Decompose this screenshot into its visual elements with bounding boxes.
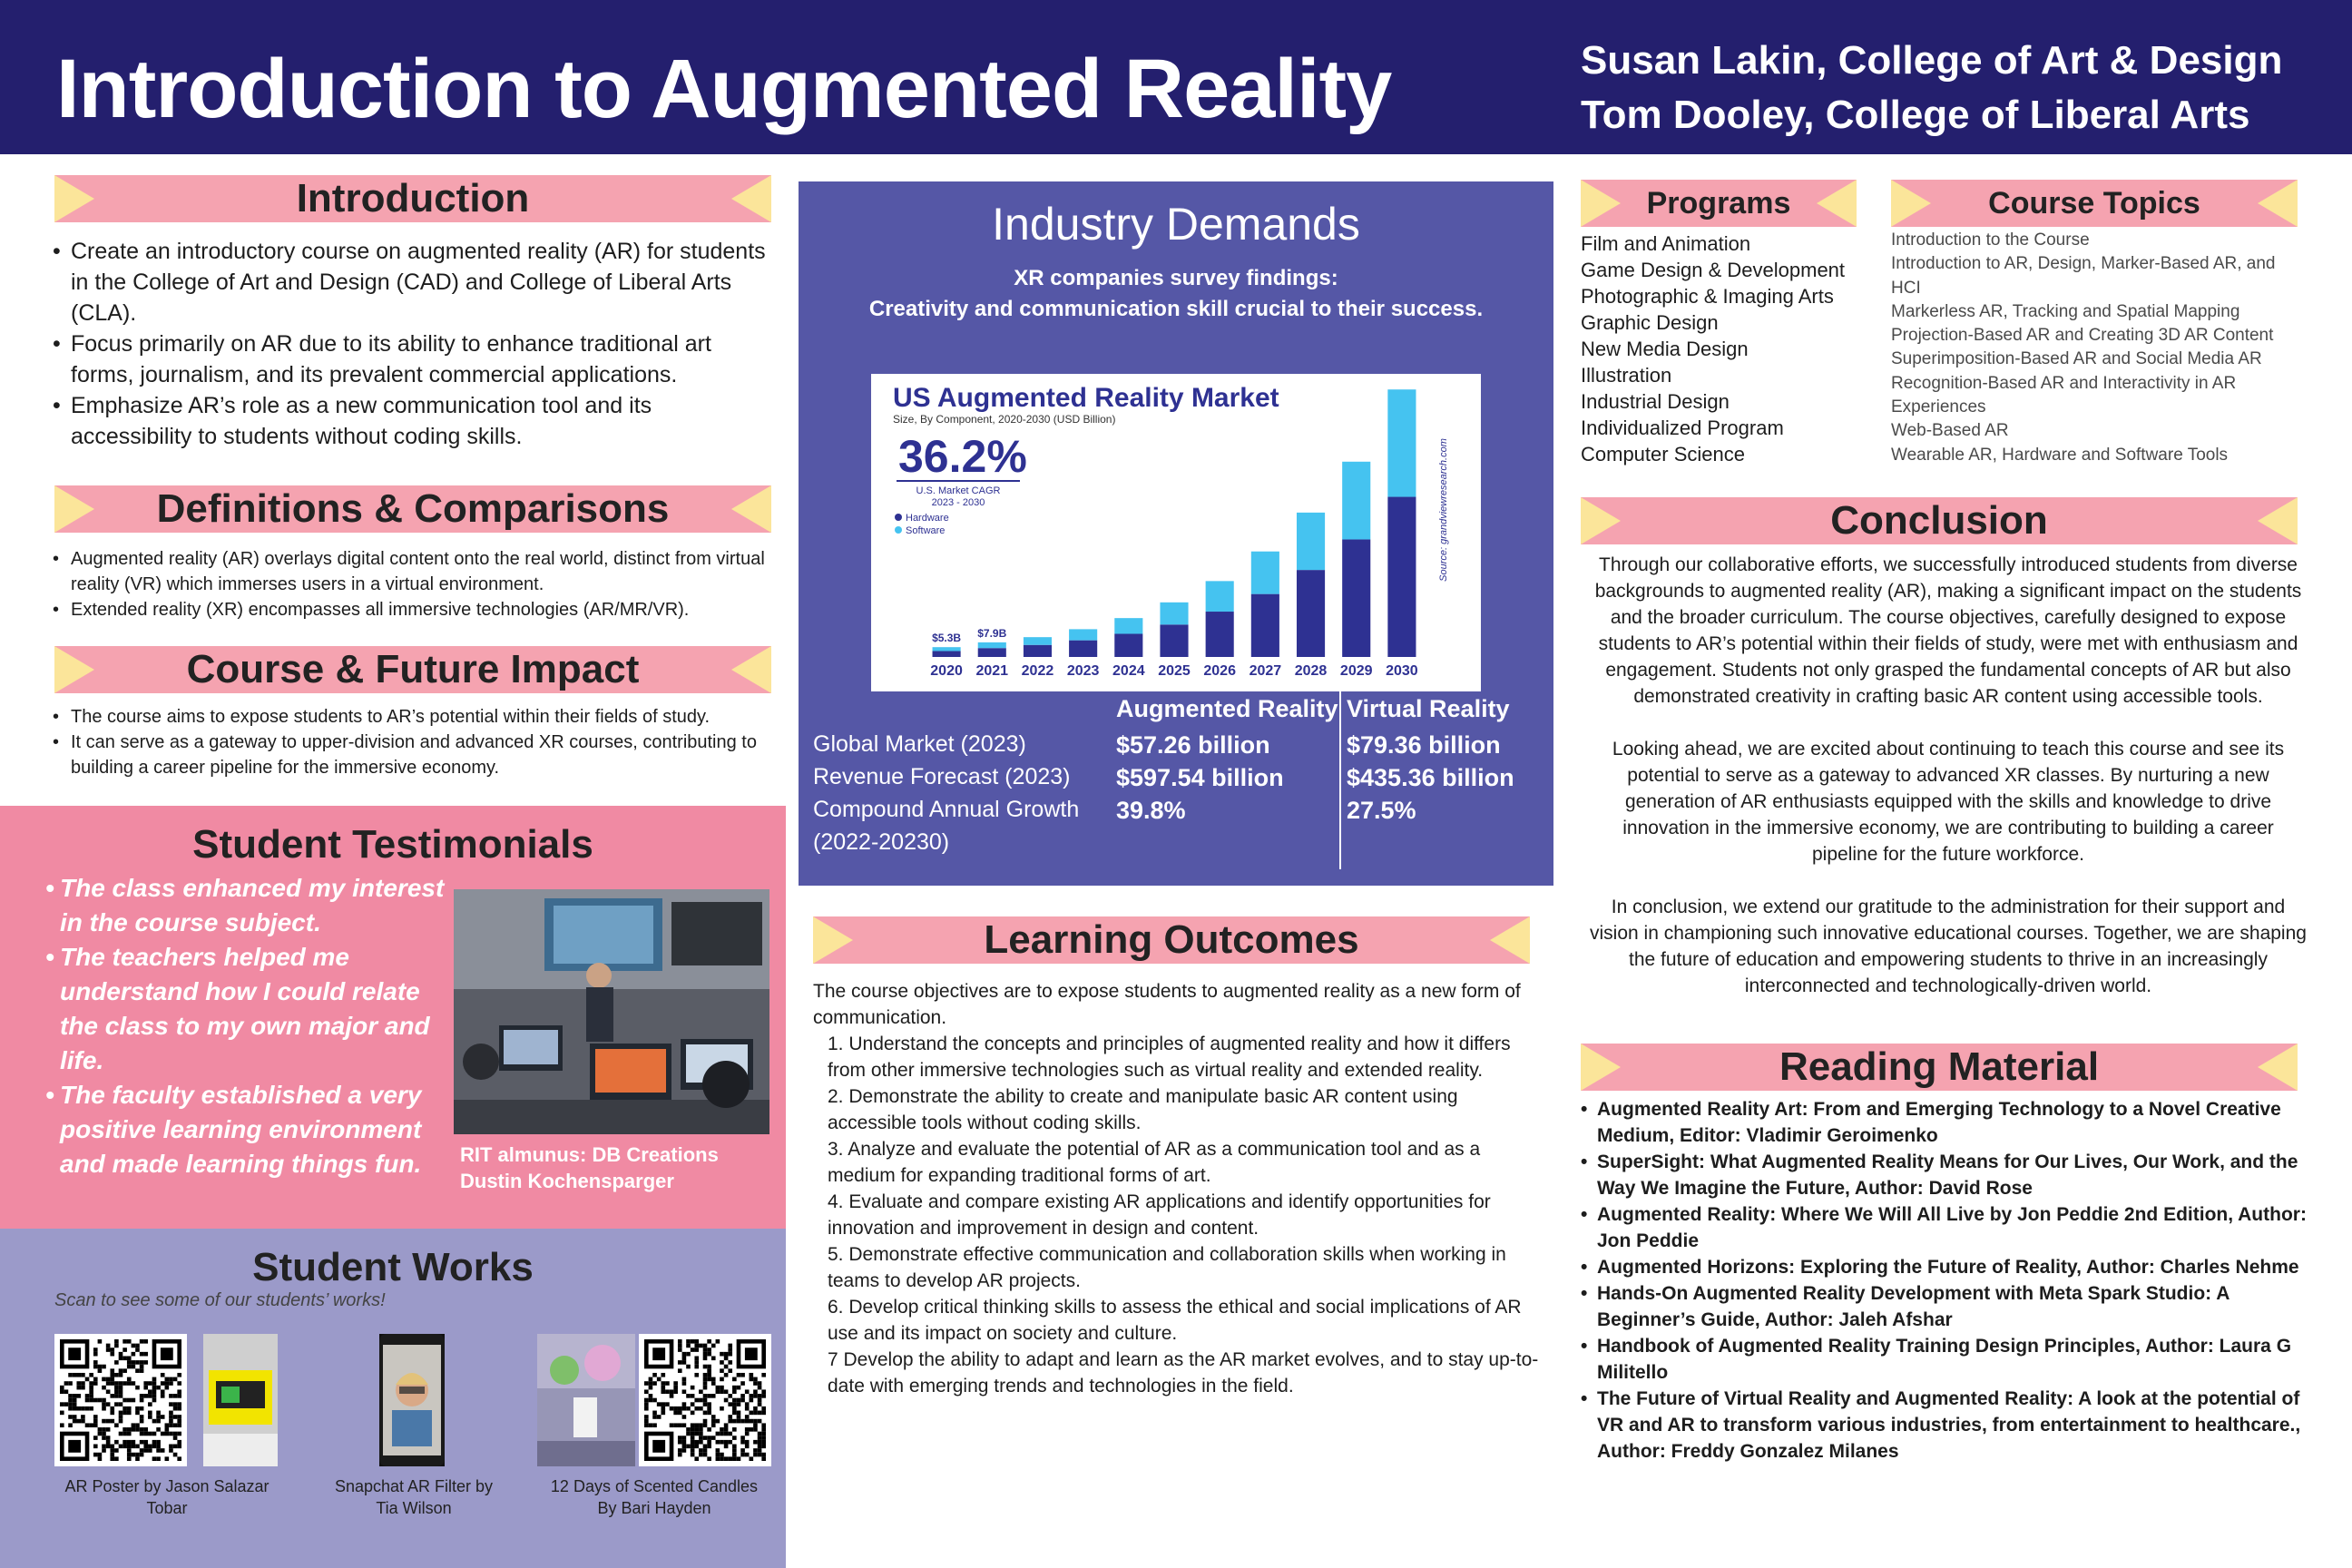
qr-code-2[interactable] [639,1334,771,1466]
author-line-1: Susan Lakin, College of Art & Design [1581,38,2283,83]
list-item: 1. Understand the concepts and principles of augmented reality and how it differs from other immersive technologies such as virtual reality and extended reality. [828,1034,1511,1081]
tick-label-2022: 2022 [1021,663,1054,679]
market-vr-value: $435.36 billion [1347,764,1514,791]
topics-list [1891,229,2290,467]
testimonial-quote: • The faculty established a very positive learning environment and made learning things fun. [45,1078,445,1181]
introduction-banner [54,175,771,222]
market-vr-value: $79.36 billion [1347,731,1501,759]
data-label-2021: $7.9B [977,626,1007,640]
list-item: 2. Demonstrate the ability to create and manipulate basic AR content using accessible tools without coding skills. [828,1086,1458,1133]
bar-software-2026 [1206,581,1234,612]
tick-label-2028: 2028 [1294,663,1328,679]
tick-label-2025: 2025 [1158,663,1191,679]
learning-list [813,1031,1539,1399]
conclusion-heading: Conclusion [1830,498,2048,543]
market-col-vr: Virtual Reality [1347,695,1510,722]
reading-heading: Reading Material [1779,1044,2100,1089]
definitions-list [53,546,779,622]
list-item: Introduction to the Course [1891,230,2090,250]
legend-software-swatch [895,526,902,534]
learning-text [813,978,1539,1399]
impact-banner [54,646,771,693]
tick-label-2021: 2021 [975,663,1009,679]
bar-software-2024 [1114,618,1142,633]
classroom-photo [454,889,769,1134]
bar-hardware-2026 [1206,612,1234,657]
works-heading: Student Works [252,1245,534,1289]
definitions-heading: Definitions & Comparisons [156,486,670,531]
list-item: Recognition-Based AR and Interactivity in AR Experiences [1891,373,2237,417]
list-item: Introduction to AR, Design, Marker-Based AR, and HCI [1891,254,2276,298]
tick-label-2020: 2020 [930,663,963,679]
bar-hardware-2028 [1297,570,1325,657]
list-item: 5. Demonstrate effective communication and collaboration skills when working in teams to develop AR projects. [828,1244,1506,1291]
list-item: • Emphasize AR’s role as a new communication tool and its accessibility to students without coding skills. [53,390,769,452]
chart-subtitle: Size, By Component, 2020-2030 (USD Billion) [893,413,1116,426]
work-caption-2 [299,1475,528,1519]
market-ar-value: $57.26 billion [1116,731,1270,759]
bar-software-2020 [933,647,961,651]
chart-source: Source: grandviewresearch.com [1438,438,1449,582]
definitions-banner [54,485,771,533]
list-item: 3. Analyze and evaluate the potential of AR as a communication tool and as a medium for expanding traditional forms of art. [828,1139,1481,1186]
bar-software-2028 [1297,513,1325,570]
bar-software-2021 [978,642,1006,648]
introduction-heading: Introduction [296,176,530,220]
list-item: Wearable AR, Hardware and Software Tools [1891,445,2229,465]
qr-code-1[interactable] [54,1334,187,1466]
photo-caption [460,1142,769,1194]
work-caption-1 [45,1475,289,1519]
caption-line-1: RIT almunus: DB Creations [460,1143,719,1166]
list-item: New Media Design [1581,338,1749,360]
bar-software-2025 [1160,603,1188,624]
tick-label-2027: 2027 [1249,663,1282,679]
list-item: • The Future of Virtual Reality and Augmented Reality: A look at the potential of VR and AR to transform various industries, from entertainment to healthcare., Author: Freddy Gonzalez Milanes [1581,1386,2307,1465]
testimonial-quote: • The teachers helped me understand how I could relate the class to my own major and life. [45,940,445,1078]
bar-software-2030 [1387,389,1416,496]
bar-hardware-2020 [933,651,961,657]
qr-code-icon [644,1339,766,1461]
bar-hardware-2021 [978,648,1006,657]
legend-hardware-swatch [895,514,902,521]
list-item: Superimposition-Based AR and Social Media AR [1891,349,2262,369]
ar-poster-image [203,1334,278,1466]
list-item: Web-Based AR [1891,421,2009,441]
market-row-label-cont: (2022-20230) [813,829,950,855]
tick-label-2026: 2026 [1203,663,1236,679]
topics-heading: Course Topics [1988,185,2200,220]
list-item: 6. Develop critical thinking skills to assess the ethical and social implications of AR use and its impact on society and culture. [828,1297,1522,1344]
list-item: • Hands-On Augmented Reality Development with Meta Spark Studio: A Beginner’s Guide, Author: Jaleh Afshar [1581,1280,2307,1333]
testimonials-heading: Student Testimonials [192,822,593,867]
caption-line-2: Dustin Kochensparger [460,1170,674,1192]
chart-cagr-value: 36.2% [898,431,1027,482]
list-item: • Augmented Horizons: Exploring the Future of Reality, Author: Charles Nehme [1581,1254,2307,1280]
candles-thumbnail [537,1334,635,1466]
list-item: • Augmented Reality: Where We Will All Live by Jon Peddie 2nd Edition, Author: Jon Peddie [1581,1201,2307,1254]
testimonial-quote: • The class enhanced my interest in the course subject. [45,871,445,940]
list-item: Illustration [1581,364,1672,387]
list-item: Photographic & Imaging Arts [1581,285,1834,308]
learning-banner [813,916,1530,964]
testimonial-list [45,871,445,1181]
chart-cagr-label-1: U.S. Market CAGR [916,485,1001,496]
programs-list [1581,230,1889,467]
classroom-photo-illustration [454,889,769,1134]
industry-subtitle-line-2: Creativity and communication skill crucial to their success. [868,297,1484,321]
list-item: • Create an introductory course on augmented reality (AR) for students in the College of Art and Design (CAD) and College of Liberal Arts (CLA). [53,236,769,328]
tick-label-2024: 2024 [1112,663,1145,679]
tick-label-2029: 2029 [1339,663,1373,679]
bar-hardware-2023 [1069,641,1097,657]
work-caption-line: By Bari Hayden [597,1499,711,1517]
reading-banner [1581,1044,2298,1091]
learning-heading: Learning Outcomes [984,917,1359,962]
market-chart [871,374,1481,691]
bar-hardware-2027 [1251,594,1279,657]
list-item: • The course aims to expose students to AR’s potential within their fields of study. [53,704,779,730]
list-item: 4. Evaluate and compare existing AR applications and identify opportunities for innovation and improvement in design and content. [828,1191,1491,1239]
chart-cagr-label-2: 2023 - 2030 [931,497,985,508]
bar-software-2029 [1342,462,1370,540]
list-item: • Focus primarily on AR due to its ability to enhance traditional art forms, journalism, and its prevalent commercial applications. [53,328,769,390]
list-item: • Handbook of Augmented Reality Training Design Principles, Author: Laura G Militello [1581,1333,2307,1386]
works-subtitle: Scan to see some of our students’ works! [54,1290,386,1310]
market-divider [1339,691,1341,869]
impact-heading: Course & Future Impact [186,647,640,691]
snapchat-filter-thumbnail [379,1334,445,1466]
work-caption-3 [532,1475,777,1519]
industry-subtitle-line-1: XR companies survey findings: [1014,266,1338,290]
programs-heading: Programs [1646,185,1791,220]
tick-label-2023: 2023 [1066,663,1100,679]
market-row-label: Global Market (2023) [813,731,1026,757]
bar-software-2027 [1251,552,1279,594]
list-item: Computer Science [1581,443,1745,466]
bar-hardware-2024 [1114,634,1142,658]
legend-hardware-label: Hardware [906,513,949,524]
list-item: Film and Animation [1581,232,1751,255]
market-col-ar: Augmented Reality [1116,695,1338,722]
candles-image [537,1334,635,1466]
industry-heading: Industry Demands [992,199,1360,250]
bar-software-2023 [1069,629,1097,640]
work-caption-line: Snapchat AR Filter by [334,1477,494,1495]
conclusion-banner [1581,497,2298,544]
snapchat-filter-image [379,1334,445,1466]
list-item: • Extended reality (XR) encompasses all immersive technologies (AR/MR/VR). [53,597,779,622]
conclusion-paragraph: Looking ahead, we are excited about continuing to teach this course and see its potential to serve as a gateway to advanced XR classes. By nurturing a new generation of AR enthusiasts equipped with the skills and knowledge to drive innovation in the immersive economy, we are contributing to building a career pipeline for the future workforce. [1612,739,2285,865]
market-row-label: Compound Annual Growth [813,797,1080,822]
legend-software-label: Software [906,525,946,536]
list-item: Individualized Program [1581,416,1784,439]
conclusion-paragraph: Through our collaborative efforts, we successfully introduced students from diverse backgrounds to augmented reality (AR), making a significant impact on the students and the broader curriculum. The course objectives, carefully designed to expose students to AR’s potential within their fields of study, were met with enthusiasm and engagement. Students not only grasped the fundamental concepts of AR but also demonstrated creativity in crafting basic AR content using accessible tools. [1594,554,2302,707]
reading-list [1581,1096,2307,1465]
programs-banner [1581,180,1857,227]
market-ar-value: 39.8% [1116,797,1186,824]
list-item: • Augmented Reality Art: From and Emerging Technology to a Novel Creative Medium, Editor: Vladimir Geroimenko [1581,1096,2307,1149]
data-label-2020: $5.3B [932,632,962,645]
bar-hardware-2025 [1160,624,1188,657]
market-ar-value: $597.54 billion [1116,764,1284,791]
qr-code-icon [60,1339,181,1461]
introduction-list [53,236,769,452]
chart-title: US Augmented Reality Market [893,383,1279,413]
list-item: Graphic Design [1581,311,1719,334]
list-item: • Augmented reality (AR) overlays digital content onto the real world, distinct from virtual reality (VR) which immerses users in a virtual environment. [53,546,779,597]
list-item: Markerless AR, Tracking and Spatial Mapping [1891,301,2240,321]
work-caption-line: AR Poster by Jason Salazar [64,1477,270,1495]
conclusion-text [1590,552,2307,1025]
page-title: Introduction to Augmented Reality [56,43,1392,135]
market-chart-svg [871,374,1481,691]
list-item: Industrial Design [1581,390,1730,413]
author-line-2: Tom Dooley, College of Liberal Arts [1581,93,2250,137]
ar-poster-thumbnail [203,1334,278,1466]
work-caption-line: 12 Days of Scented Candles [550,1477,759,1495]
market-vr-value: 27.5% [1347,797,1416,824]
list-item: Game Design & Development [1581,259,1846,281]
bar-hardware-2022 [1024,645,1052,657]
market-row-label: Revenue Forecast (2023) [813,764,1071,789]
list-item: • It can serve as a gateway to upper-division and advanced XR courses, contributing to building a career pipeline for the immersive economy. [53,730,779,780]
topics-banner [1891,180,2298,227]
learning-intro: The course objectives are to expose students to augmented reality as a new form of communication. [813,981,1521,1028]
tick-label-2030: 2030 [1386,663,1418,679]
work-caption-line: Tobar [146,1499,188,1517]
work-caption-line: Tia Wilson [376,1499,452,1517]
list-item: • SuperSight: What Augmented Reality Means for Our Lives, Our Work, and the Way We Imagine the Future, Author: David Rose [1581,1149,2307,1201]
bar-hardware-2030 [1387,497,1416,657]
bar-hardware-2029 [1342,539,1370,657]
industry-subtitle [799,263,1553,325]
impact-list [53,704,779,780]
bar-software-2022 [1024,637,1052,645]
list-item: Projection-Based AR and Creating 3D AR Content [1891,326,2274,346]
conclusion-paragraph: In conclusion, we extend our gratitude to the administration for their support and vision in championing such innovative educational courses. Together, we are shaping the future of education and empowering students to thrive in an increasingly interconnected and technologically-driven world. [1590,897,2307,996]
list-item: 7 Develop the ability to adapt and learn as the AR market evolves, and to stay up-to-date with emerging trends and technologies in the field. [828,1349,1539,1396]
